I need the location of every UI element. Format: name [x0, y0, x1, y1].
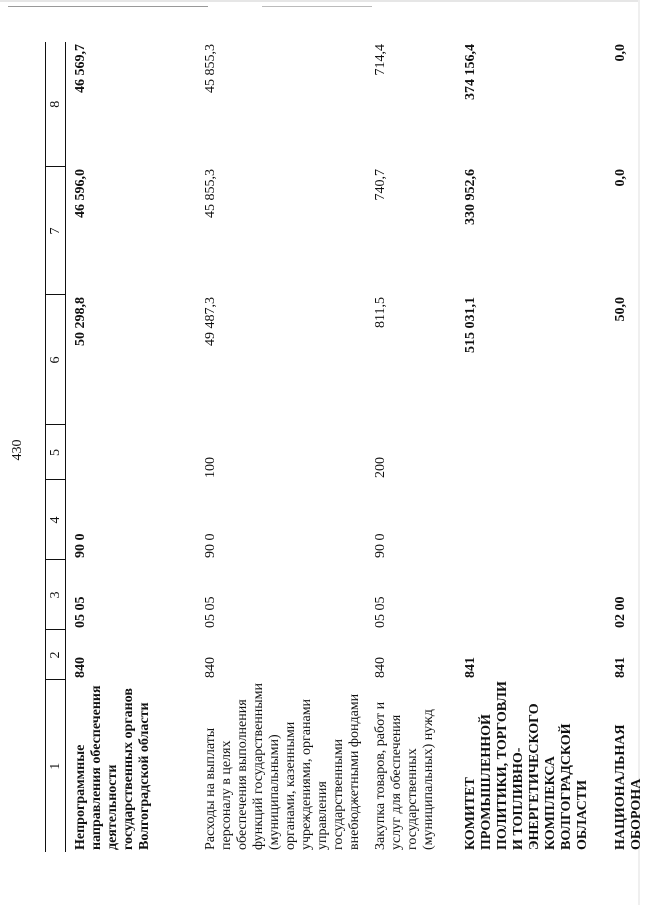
cell-article: 90 0: [372, 533, 388, 558]
cell-sum-1: 49 487,3: [202, 297, 218, 346]
row-name: Закупка товаров, работ и услуг для обеспечения государственных (муниципальных) нужд: [372, 701, 436, 850]
cell-sum-3: 45 855,3: [202, 44, 218, 93]
cell-section: [456, 560, 606, 630]
cell-article: [456, 480, 606, 560]
header-cell: 7: [46, 167, 66, 295]
cell-sum-2: 45 855,3: [202, 169, 218, 218]
table-row: [606, 42, 646, 852]
cell-sum-2: 740,7: [372, 169, 388, 201]
row-name: НАЦИОНАЛЬНАЯ ОБОРОНА: [612, 724, 644, 850]
cell-expense-type: [606, 425, 646, 480]
row-name: Расходы на выплаты персоналу в целях обеспечения выполнения функций государственными (муниципальными) органами, казенными учреждениями, органами управления государственными внебюджетными фондами: [202, 682, 362, 850]
cell-section: 05 05: [202, 596, 218, 628]
cell-sum-3: 374 156,4: [462, 44, 478, 100]
table-row: [66, 42, 196, 852]
cell-section: 02 00: [612, 596, 628, 628]
header-cell: 5: [46, 425, 66, 480]
table-row: [196, 42, 366, 852]
cell-ministry: 840: [73, 657, 88, 678]
cell-sum-1: 50,0: [612, 297, 628, 322]
header-cell: 3: [46, 560, 66, 630]
cell-sum-3: 714,4: [372, 44, 388, 76]
cell-sum-2: 0,0: [612, 169, 628, 187]
cell-expense-type: [66, 425, 196, 480]
cell-sum-3: 46 569,7: [73, 44, 88, 93]
row-name: КОМИТЕТ ПРОМЫШЛЕННОЙ ПОЛИТИКИ, ТОРГОВЛИ И ТОПЛИВНО-ЭНЕРГЕТИЧЕСКОГО КОМПЛЕКСА ВОЛГОГРАДСКОЙ ОБЛАСТИ: [462, 681, 590, 850]
cell-article: 90 0: [73, 533, 88, 558]
table-row: [456, 42, 606, 852]
cell-ministry: 840: [202, 657, 218, 678]
header-cell: 8: [46, 42, 66, 167]
cell-sum-2: 46 596,0: [73, 169, 88, 218]
page-number: 430: [10, 439, 25, 461]
cell-sum-2: 330 952,6: [462, 169, 478, 225]
header-cell: 4: [46, 480, 66, 560]
header-row: [46, 42, 66, 852]
cell-section: 05 05: [372, 596, 388, 628]
header-cell: 2: [46, 630, 66, 680]
budget-table: [45, 42, 646, 852]
cell-section: 05 05: [73, 596, 88, 628]
cell-sum-1: 50 298,8: [73, 297, 88, 346]
row-name: Непрограммные направления обеспечения деятельности государственных органов Волгоградской области: [73, 685, 152, 850]
cell-ministry: 840: [372, 657, 388, 678]
cell-sum-1: 811,5: [372, 297, 388, 328]
cell-ministry: 841: [462, 657, 478, 678]
header-cell: 6: [46, 295, 66, 425]
cell-expense-type: [456, 425, 606, 480]
cell-article: [606, 480, 646, 560]
cell-expense-type: 200: [372, 457, 388, 478]
cell-sum-1: 515 031,1: [462, 297, 478, 353]
table-row: [366, 42, 456, 852]
cell-article: 90 0: [202, 533, 218, 558]
cell-sum-3: 0,0: [612, 44, 628, 62]
header-cell: 1: [46, 680, 66, 852]
cell-ministry: 841: [612, 657, 628, 678]
cell-expense-type: 100: [202, 457, 218, 478]
